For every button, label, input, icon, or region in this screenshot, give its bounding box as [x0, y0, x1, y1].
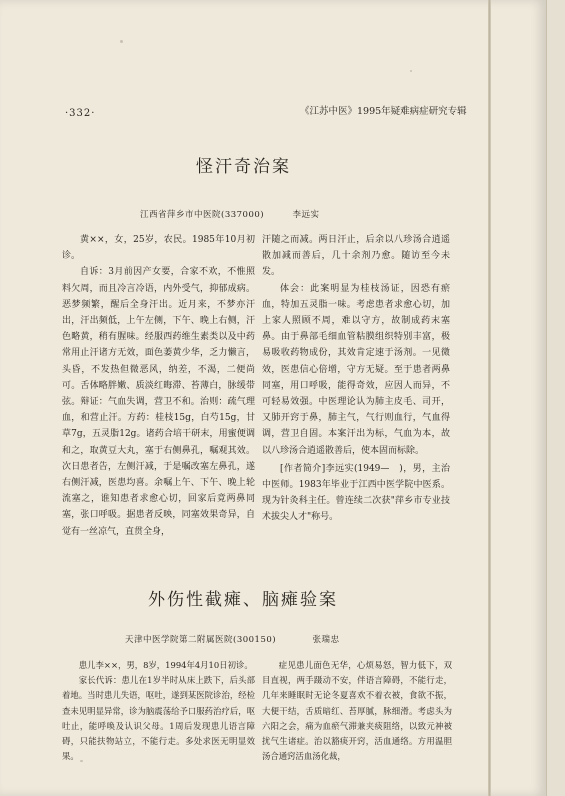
journal-header: 《江苏中医》1995年疑难病症研究专辑 — [300, 106, 467, 117]
article2-author: 张瑞忠 — [312, 635, 340, 645]
article1-byline — [140, 208, 320, 220]
article2-byline — [125, 633, 340, 645]
article2-title: 外伤性截瘫、脑瘫验案 — [148, 590, 338, 610]
page-gutter-shadow — [488, 0, 491, 796]
article1-left-column — [62, 232, 255, 540]
paper-speck — [120, 40, 123, 43]
paragraph: 汗随之而减。两日汗止，后余以八珍汤合逍遥散加减而善后，几十余剂乃愈。随访至今未发。 — [262, 235, 450, 278]
author-note: [作者简介]李远实(1949— )，男，主治中医师。1983年毕业于江西中医学院中医系。现为针灸科主任。曾连续二次获"萍乡市专业技术拔尖人才"称号。 — [262, 463, 450, 523]
article1-affiliation: 江西省萍乡市中医院(337000) — [140, 210, 265, 220]
article2-affiliation: 天津中医学院第二附属医院(300150) — [125, 635, 277, 645]
article2-left-column — [62, 658, 255, 764]
paragraph: 体会：此案明显为桂枝汤证，因恐有瘀血，特加五灵脂一味。考虑患者求愈心切，加上家人照顾不周，难以守方，故制成药末塞鼻。由于鼻部毛细血管粘膜组织特别丰富，极易吸收药物成份，其效肯定速于汤剂。一见微效，医患信心倍增，守方无疑。至于患者两鼻同塞，用口呼吸，能得奇效，应因人而异，不可轻易效强。中医理论认为肺主皮毛、司开，又肺开窍于鼻，肺主气，气行则血行，气血得调，营卫自固。本案汗出为标，气血为本，故以八珍汤合逍遥散善后，使本固而标除。 — [262, 283, 450, 456]
article2-right-column — [262, 658, 452, 764]
paragraph: 患儿李××，男，8岁，1994年4月10日初诊。 — [78, 660, 253, 670]
paragraph: 黄××，女，25岁，农民。1985年10月初诊。 — [62, 235, 255, 262]
paragraph: 症见患儿面色无华，心烦易怒，智力低下，双目直视，两手蹑动不安，伴语言障碍，不能行走，几年来睡眠时无论冬夏喜欢不着衣被，食欲不振，大便干结，舌质暗红、苔厚腻，脉细滑。考虑头为六阳之会，痛为血瘀气滞兼夹痰阻络，以致元神被扰气生诸症。治以豁痰开窍，活血通络。方用温胆汤合通窍活血汤化裁， — [262, 660, 452, 762]
article1-right-column — [262, 232, 450, 526]
adjacent-page-edge — [546, 0, 565, 796]
paragraph: 自诉：3月前因产女要，合家不欢，不惟照料欠周，而且冷言冷语，内外受气，抑郁成病。恶梦频繁，醒后全身汗出。近月来，不梦亦汗出，汗出频低，上午左侧，下午、晚上右侧，汗色略黄，稍有腥味。经服西药维生素类以及中药常用止汗诸方无效，面色萎黄少华，乏力懒言，头昏，不发热但微恶风，纳差，不渴，二便尚可。舌体略胖嫩、质淡红晦滞、苔薄白，脉缓带弦。辩证：气血失调，营卫不和。治则：疏气理血，和营止汗。方药：桂枝15g，白芍15g，甘草7g，五灵脂12g。诸药合培干研末，用蜜便调和之，取黄豆大丸，塞于右侧鼻孔，嘱观其效。次日患者告，左侧汗减，于是嘱改塞左鼻孔，遂右侧汗减，医患均喜。余嘱上午、下午、晚上轮流塞之，谁知患者求愈心切，回家后竟两鼻同塞，张口呼吸。据患者反映，同塞效果奇异，自觉有一丝凉气，直贯全身， — [62, 267, 255, 537]
article1-author: 李远实 — [292, 210, 320, 220]
article1-title: 怪汗奇治案 — [196, 157, 291, 177]
page-number: ·332· — [65, 108, 96, 119]
paragraph: 家长代诉：患儿在1岁半时从床上跌下，后头部着地。当时患儿失语，呕吐，遂到某医院诊治，经检查未见明显异常，诊为脑震荡给予口服药治疗后，呕吐止，能呼唤及认识父母。1周后发现患儿语言障碍，只能扶物站立，不能行走。多处求医无明显效果。 — [62, 675, 255, 762]
paper-speck — [410, 70, 412, 72]
